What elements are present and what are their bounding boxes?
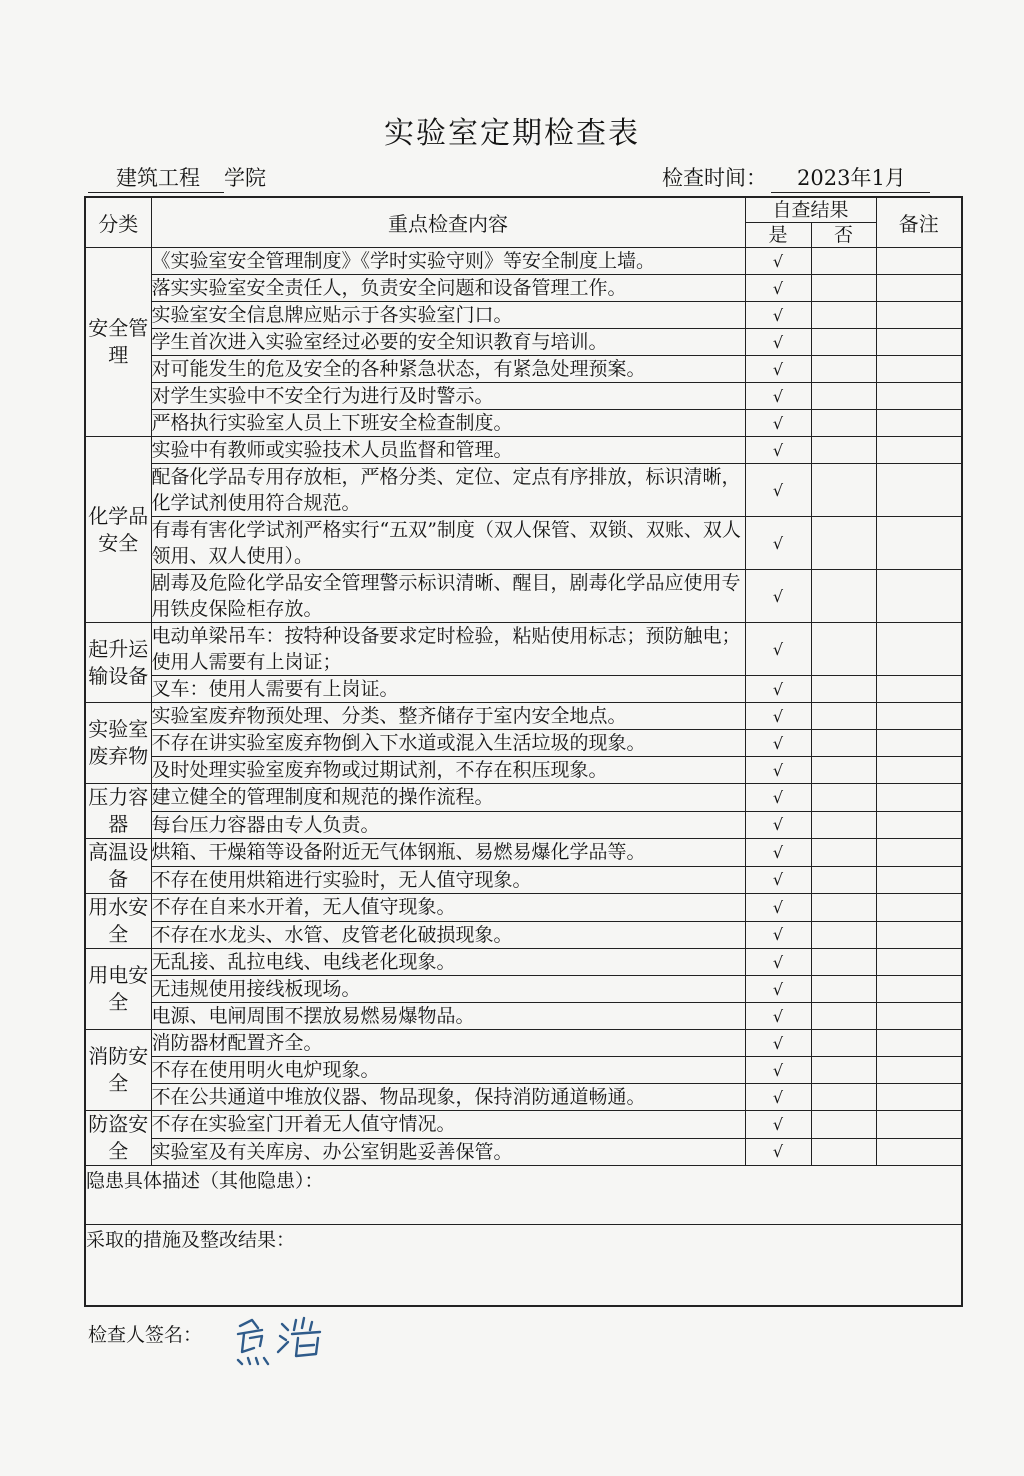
notes-cell[interactable] [876, 730, 962, 757]
table-row [85, 570, 962, 623]
check-mark-icon: √ [772, 897, 784, 917]
check-mark-icon: √ [772, 952, 784, 972]
notes-cell[interactable] [876, 275, 962, 302]
yes-check-cell[interactable] [745, 570, 811, 623]
college-line [88, 164, 266, 193]
check-item-text: 对可能发生的危及安全的各种紧急状态，有紧急处理预案。 [151, 356, 745, 383]
yes-check-cell[interactable] [745, 839, 811, 867]
table-row [85, 275, 962, 302]
check-mark-icon: √ [772, 440, 784, 460]
notes-cell[interactable] [876, 356, 962, 383]
no-check-cell[interactable] [811, 811, 876, 839]
college-name: 建筑工程 [88, 164, 224, 193]
notes-cell[interactable] [876, 757, 962, 784]
yes-check-cell[interactable] [745, 410, 811, 437]
no-check-cell[interactable] [811, 1057, 876, 1084]
table-row [85, 757, 962, 784]
check-item-text: 建立健全的管理制度和规范的操作流程。 [151, 784, 745, 812]
table-row [85, 464, 962, 517]
table-row [85, 329, 962, 356]
no-check-cell[interactable] [811, 623, 876, 676]
notes-cell[interactable] [876, 329, 962, 356]
check-mark-icon: √ [772, 679, 784, 699]
no-check-cell[interactable] [811, 839, 876, 867]
notes-cell[interactable] [876, 570, 962, 623]
table-row [85, 517, 962, 570]
check-item-text: 无违规使用接线板现场。 [151, 976, 745, 1003]
notes-cell[interactable] [876, 703, 962, 730]
check-mark-icon: √ [772, 1006, 784, 1026]
table-row [85, 1138, 962, 1166]
category-cell: 高温设备 [85, 839, 151, 894]
header-self-check: 自查结果 [745, 197, 876, 223]
yes-check-cell[interactable] [745, 248, 811, 275]
check-item-text: 不存在自来水开着，无人值守现象。 [151, 894, 745, 922]
notes-cell[interactable] [876, 676, 962, 703]
no-check-cell[interactable] [811, 410, 876, 437]
no-check-cell[interactable] [811, 676, 876, 703]
yes-check-cell[interactable] [745, 1003, 811, 1030]
check-item-text: 不存在使用明火电炉现象。 [151, 1057, 745, 1084]
check-item-text: 消防器材配置齐全。 [151, 1030, 745, 1057]
yes-check-cell[interactable] [745, 356, 811, 383]
category-cell: 安全管理 [85, 248, 151, 437]
table-row [85, 623, 962, 676]
check-item-text: 有毒有害化学试剂严格实行“五双”制度（双人保管、双锁、双账、双人领用、双人使用）。 [151, 517, 745, 570]
category-cell: 压力容器 [85, 784, 151, 839]
table-row [85, 437, 962, 464]
category-cell: 用电安全 [85, 949, 151, 1030]
no-check-cell[interactable] [811, 302, 876, 329]
check-mark-icon: √ [772, 925, 784, 945]
no-check-cell[interactable] [811, 730, 876, 757]
check-mark-icon: √ [772, 870, 784, 890]
check-item-text: 配备化学品专用存放柜，严格分类、定位、定点有序排放，标识清晰，化学试剂使用符合规范。 [151, 464, 745, 517]
notes-cell[interactable] [876, 1084, 962, 1111]
check-mark-icon: √ [772, 979, 784, 999]
check-item-text: 不存在水龙头、水管、皮管老化破损现象。 [151, 921, 745, 949]
notes-cell[interactable] [876, 410, 962, 437]
notes-cell[interactable] [876, 1003, 962, 1030]
table-row [85, 921, 962, 949]
check-item-text: 落实实验室安全责任人，负责安全问题和设备管理工作。 [151, 275, 745, 302]
notes-cell[interactable] [876, 811, 962, 839]
table-row [85, 410, 962, 437]
yes-check-cell[interactable] [745, 949, 811, 976]
check-mark-icon: √ [772, 480, 784, 500]
no-check-cell[interactable] [811, 1003, 876, 1030]
check-item-text: 不存在讲实验室废弃物倒入下水道或混入生活垃圾的现象。 [151, 730, 745, 757]
check-mark-icon: √ [772, 842, 784, 862]
signature-label: 检查人签名： [88, 1324, 203, 1346]
check-mark-icon: √ [772, 278, 784, 298]
no-check-cell[interactable] [811, 1111, 876, 1139]
check-item-text: 剧毒及危险化学品安全管理警示标识清晰、醒目，剧毒化学品应使用专用铁皮保险柜存放。 [151, 570, 745, 623]
table-row [85, 1084, 962, 1111]
yes-check-cell[interactable] [745, 894, 811, 922]
check-item-text: 无乱接、乱拉电线、电线老化现象。 [151, 949, 745, 976]
check-mark-icon: √ [772, 413, 784, 433]
category-cell: 防盗安全 [85, 1111, 151, 1166]
check-item-text: 烘箱、干燥箱等设备附近无气体钢瓶、易燃易爆化学品等。 [151, 839, 745, 867]
no-check-cell[interactable] [811, 703, 876, 730]
category-cell: 用水安全 [85, 894, 151, 949]
notes-cell[interactable] [876, 437, 962, 464]
check-item-text: 及时处理实验室废弃物或过期试剂，不存在积压现象。 [151, 757, 745, 784]
table-row [85, 976, 962, 1003]
yes-check-cell[interactable] [745, 623, 811, 676]
table-row [85, 949, 962, 976]
no-check-cell[interactable] [811, 894, 876, 922]
notes-cell[interactable] [876, 1138, 962, 1166]
yes-check-cell[interactable] [745, 1111, 811, 1139]
no-check-cell[interactable] [811, 1084, 876, 1111]
notes-cell[interactable] [876, 866, 962, 894]
table-row [85, 1111, 962, 1139]
check-item-text: 学生首次进入实验室经过必要的安全知识教育与培训。 [151, 329, 745, 356]
measures-label: 采取的措施及整改结果： [86, 1229, 296, 1251]
check-mark-icon: √ [772, 760, 784, 780]
no-check-cell[interactable] [811, 949, 876, 976]
no-check-cell[interactable] [811, 976, 876, 1003]
no-check-cell[interactable] [811, 437, 876, 464]
category-cell: 起升运输设备 [85, 623, 151, 703]
check-mark-icon: √ [772, 1060, 784, 1080]
yes-check-cell[interactable] [745, 976, 811, 1003]
yes-check-cell[interactable] [745, 866, 811, 894]
table-row [85, 676, 962, 703]
check-item-text: 不存在实验室门开着无人值守情况。 [151, 1111, 745, 1139]
yes-check-cell[interactable] [745, 517, 811, 570]
no-check-cell[interactable] [811, 248, 876, 275]
check-mark-icon: √ [772, 332, 784, 352]
date-value: 2023年1月 [771, 164, 930, 193]
table-row [85, 866, 962, 894]
no-check-cell[interactable] [811, 570, 876, 623]
check-mark-icon: √ [772, 359, 784, 379]
date-label: 检查时间： [662, 166, 767, 190]
table-row [85, 356, 962, 383]
header-notes: 备注 [876, 197, 962, 248]
notes-cell[interactable] [876, 1111, 962, 1139]
page-title: 实验室定期检查表 [384, 116, 640, 151]
inspection-table [84, 196, 963, 1307]
no-check-cell[interactable] [811, 921, 876, 949]
check-item-text: 电动单梁吊车：按特种设备要求定时检验，粘贴使用标志；预防触电；使用人需要有上岗证； [151, 623, 745, 676]
header-content: 重点检查内容 [151, 197, 745, 248]
check-mark-icon: √ [772, 586, 784, 606]
no-check-cell[interactable] [811, 383, 876, 410]
table-row [85, 383, 962, 410]
check-mark-icon: √ [772, 386, 784, 406]
check-item-text: 不存在使用烘箱进行实验时，无人值守现象。 [151, 866, 745, 894]
no-check-cell[interactable] [811, 1138, 876, 1166]
category-cell: 化学品安全 [85, 437, 151, 623]
measures-box[interactable] [85, 1225, 962, 1307]
check-item-text: 严格执行实验室人员上下班安全检查制度。 [151, 410, 745, 437]
notes-cell[interactable] [876, 623, 962, 676]
yes-check-cell[interactable] [745, 383, 811, 410]
check-item-text: 电源、电闸周围不摆放易燃易爆物品。 [151, 1003, 745, 1030]
table-row [85, 248, 962, 275]
no-check-cell[interactable] [811, 275, 876, 302]
check-mark-icon: √ [772, 1033, 784, 1053]
yes-check-cell[interactable] [745, 1030, 811, 1057]
yes-check-cell[interactable] [745, 275, 811, 302]
no-check-cell[interactable] [811, 464, 876, 517]
notes-cell[interactable] [876, 839, 962, 867]
yes-check-cell[interactable] [745, 437, 811, 464]
header-yes: 是 [745, 223, 811, 248]
notes-cell[interactable] [876, 248, 962, 275]
check-item-text: 对学生实验中不安全行为进行及时警示。 [151, 383, 745, 410]
yes-check-cell[interactable] [745, 1057, 811, 1084]
yes-check-cell[interactable] [745, 1084, 811, 1111]
yes-check-cell[interactable] [745, 676, 811, 703]
hazard-description-box[interactable] [85, 1166, 962, 1225]
notes-cell[interactable] [876, 921, 962, 949]
notes-cell[interactable] [876, 894, 962, 922]
check-item-text: 《实验室安全管理制度》《学时实验守则》等安全制度上墙。 [151, 248, 745, 275]
header-no: 否 [811, 223, 876, 248]
yes-check-cell[interactable] [745, 811, 811, 839]
check-item-text: 实验室废弃物预处理、分类、整齐储存于室内安全地点。 [151, 703, 745, 730]
check-item-text: 不在公共通道中堆放仪器、物品现象，保持消防通道畅通。 [151, 1084, 745, 1111]
notes-cell[interactable] [876, 517, 962, 570]
notes-cell[interactable] [876, 302, 962, 329]
date-line [662, 164, 930, 193]
notes-cell[interactable] [876, 784, 962, 812]
check-mark-icon: √ [772, 639, 784, 659]
check-mark-icon: √ [772, 1142, 784, 1162]
check-mark-icon: √ [772, 733, 784, 753]
check-item-text: 实验室及有关库房、办公室钥匙妥善保管。 [151, 1138, 745, 1166]
no-check-cell[interactable] [811, 757, 876, 784]
yes-check-cell[interactable] [745, 1138, 811, 1166]
notes-cell[interactable] [876, 1030, 962, 1057]
category-cell: 消防安全 [85, 1030, 151, 1111]
table-row [85, 894, 962, 922]
check-mark-icon: √ [772, 251, 784, 271]
yes-check-cell[interactable] [745, 757, 811, 784]
no-check-cell[interactable] [811, 866, 876, 894]
check-mark-icon: √ [772, 533, 784, 553]
yes-check-cell[interactable] [745, 464, 811, 517]
check-item-text: 每台压力容器由专人负责。 [151, 811, 745, 839]
check-mark-icon: √ [772, 1087, 784, 1107]
notes-cell[interactable] [876, 949, 962, 976]
check-mark-icon: √ [772, 706, 784, 726]
table-row [85, 811, 962, 839]
notes-cell[interactable] [876, 464, 962, 517]
no-check-cell[interactable] [811, 784, 876, 812]
hazard-description-label: 隐患具体描述（其他隐患）： [86, 1170, 324, 1192]
notes-cell[interactable] [876, 976, 962, 1003]
table-row [85, 302, 962, 329]
no-check-cell[interactable] [811, 517, 876, 570]
category-cell: 实验室废弃物 [85, 703, 151, 784]
table-row [85, 703, 962, 730]
check-mark-icon: √ [772, 787, 784, 807]
table-row [85, 1003, 962, 1030]
check-item-text: 实验室安全信息牌应贴示于各实验室门口。 [151, 302, 745, 329]
yes-check-cell[interactable] [745, 784, 811, 812]
check-mark-icon: √ [772, 1114, 784, 1134]
table-row [85, 784, 962, 812]
header-category: 分类 [85, 197, 151, 248]
yes-check-cell[interactable] [745, 329, 811, 356]
notes-cell[interactable] [876, 383, 962, 410]
yes-check-cell[interactable] [745, 302, 811, 329]
yes-check-cell[interactable] [745, 921, 811, 949]
notes-cell[interactable] [876, 1057, 962, 1084]
check-mark-icon: √ [772, 305, 784, 325]
table-row [85, 1030, 962, 1057]
handwritten-signature [232, 1312, 328, 1370]
table-row [85, 730, 962, 757]
table-row [85, 839, 962, 867]
check-mark-icon: √ [772, 815, 784, 835]
yes-check-cell[interactable] [745, 730, 811, 757]
college-suffix: 学院 [224, 166, 266, 190]
table-row [85, 1057, 962, 1084]
no-check-cell[interactable] [811, 329, 876, 356]
no-check-cell[interactable] [811, 1030, 876, 1057]
yes-check-cell[interactable] [745, 703, 811, 730]
check-item-text: 实验中有教师或实验技术人员监督和管理。 [151, 437, 745, 464]
check-item-text: 叉车：使用人需要有上岗证。 [151, 676, 745, 703]
no-check-cell[interactable] [811, 356, 876, 383]
